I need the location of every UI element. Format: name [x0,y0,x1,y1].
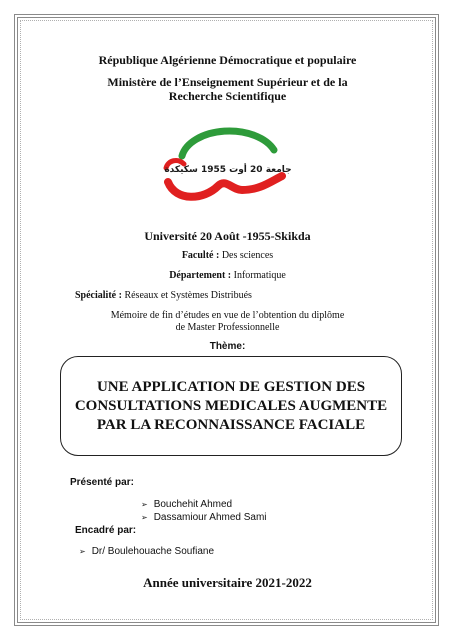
academic-year: Année universitaire 2021-2022 [143,575,312,590]
presented-label: Présenté par: [70,477,134,488]
theme-title: UNE APPLICATION DE GESTION DES CONSULTATIONS MEDICALES AUGMENTE PAR LA RECONNAISSANCE FACIALE [74,378,388,433]
specialty-label: Spécialité : [75,290,122,301]
department-line [0,270,455,281]
logo-red-swoosh [168,176,282,197]
department-label: Département : [169,270,232,281]
logo-green-arc [182,131,274,156]
presenter-name: Bouchehit Ahmed [153,499,233,510]
specialty-value: Réseaux et Systèmes Distribués [124,290,252,301]
memoire-text: Mémoire de fin d’études en vue de l’obtention du diplôme de Master Professionnelle [110,310,345,333]
arrow-bullet-icon: ➢ [79,547,86,556]
supervisor-item [79,546,214,557]
presenter-name: Dassamiour Ahmed Sami [153,512,267,523]
presenter-item [141,499,232,510]
faculty-label: Faculté : [181,250,220,261]
supervised-label: Encadré par: [75,525,137,536]
ministry-heading: Ministère de l’Enseignement Supérieur et de la Recherche Scientifique [107,75,348,103]
arrow-bullet-icon: ➢ [141,513,148,522]
university-name: Université 20 Août -1955-Skikda [144,229,311,243]
republic-heading: République Algérienne Démocratique et populaire [98,53,357,67]
department-value: Informatique [233,270,286,281]
arrow-bullet-icon: ➢ [141,500,148,509]
presenter-item [141,512,267,523]
faculty-value: Des sciences [221,250,274,261]
theme-label: Thème: [209,341,246,352]
theme-box [60,356,402,456]
university-logo [156,120,296,204]
logo-arabic-text: جامعة 20 أوت 1955 سكيكدة [164,165,292,175]
faculty-line [0,250,455,261]
supervisor-name: Dr/ Boulehouache Soufiane [91,546,215,557]
specialty-line [75,290,252,301]
